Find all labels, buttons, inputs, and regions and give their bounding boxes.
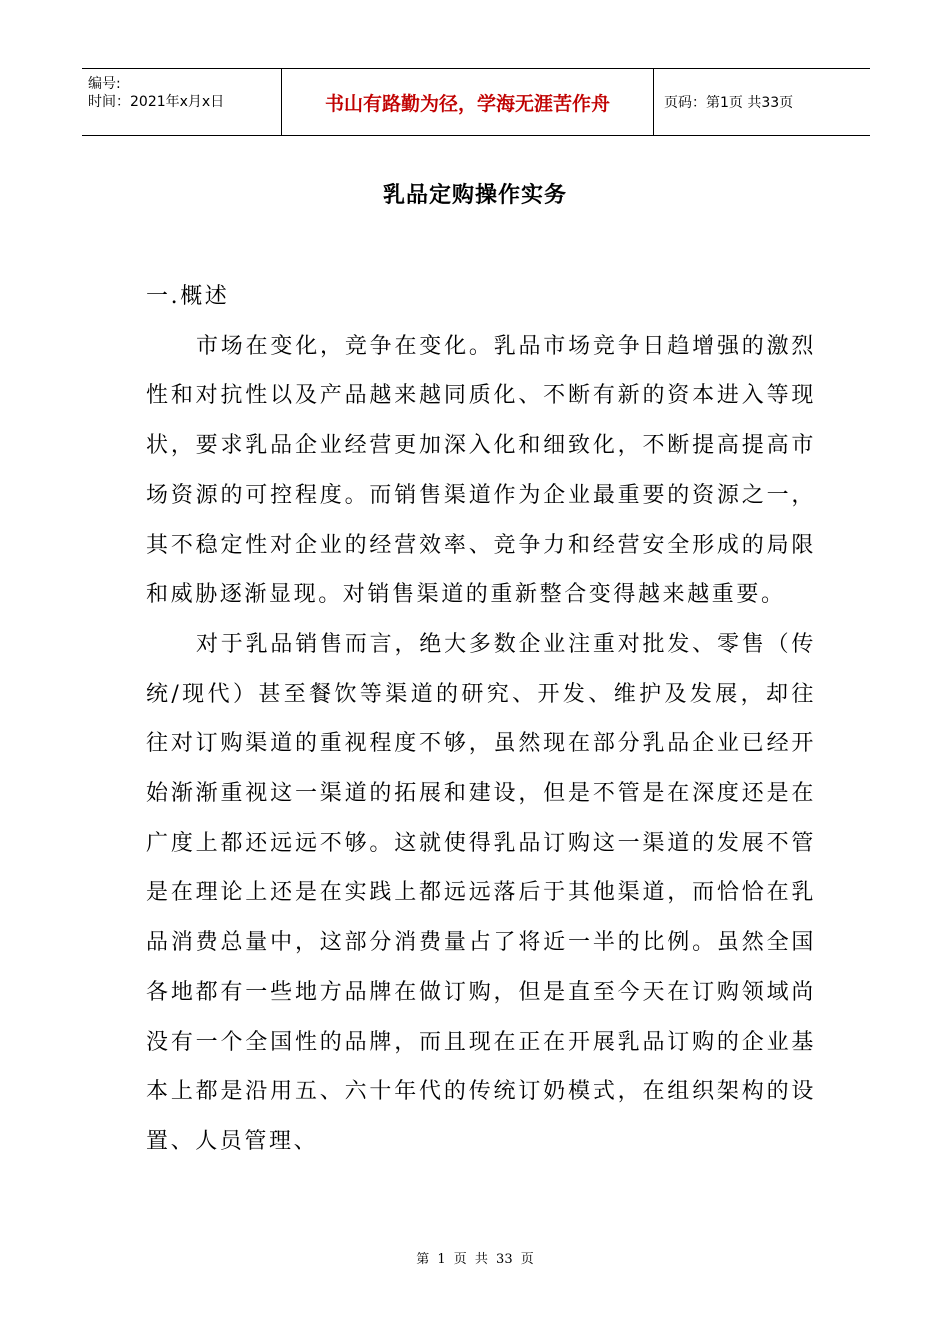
doc-code-label: 编号:	[88, 76, 121, 92]
document-title: 乳品定购操作实务	[382, 182, 567, 208]
header-page-info: 页码：第1页 共33页	[664, 95, 794, 111]
page-footer: 第 1 页 共 33 页	[416, 1252, 534, 1267]
paragraph-2: 对于乳品销售而言，绝大多数企业注重对批发、零售（传统/现代）甚至餐饮等渠道的研究、开发、维护及发展，却往往对订购渠道的重视程度不够，虽然现在部分乳品企业已经开始渐渐重视这一渠道的拓展和建设，但是不管是在深度还是在广度上都还远远不够。这就使得乳品订购这一渠道的发展不管是在理论上还是在实践上都远远落后于其他渠道，而恰恰在乳品消费总量中，这部分消费量占了将近一半的比例。虽然全国各地都有一些地方品牌在做订购，但是直至今天在订购领域尚没有一个全国性的品牌，而且现在正在开展乳品订购的企业基本上都是沿用五、六十年代的传统订奶模式，在组织架构的设置、人员管理、	[146, 631, 816, 1154]
doc-time-label: 时间：2021年x月x日	[88, 94, 225, 110]
header-motto: 书山有路勤为径，学海无涯苦作舟	[282, 69, 654, 135]
page-header	[82, 68, 870, 136]
paragraph-1: 市场在变化，竞争在变化。乳品市场竞争日趋增强的激烈性和对抗性以及产品越来越同质化、不断有新的资本进入等现状，要求乳品企业经营更加深入化和细致化，不断提高提高市场资源的可控程度。而销售渠道作为企业最重要的资源之一，其不稳定性对企业的经营效率、竞争力和经营安全形成的局限和威胁逐渐显现。对销售渠道的重新整合变得越来越重要。	[146, 333, 816, 608]
section-heading: 一.概述	[146, 284, 230, 309]
document-body	[146, 272, 816, 1167]
header-meta-cell	[82, 69, 282, 135]
